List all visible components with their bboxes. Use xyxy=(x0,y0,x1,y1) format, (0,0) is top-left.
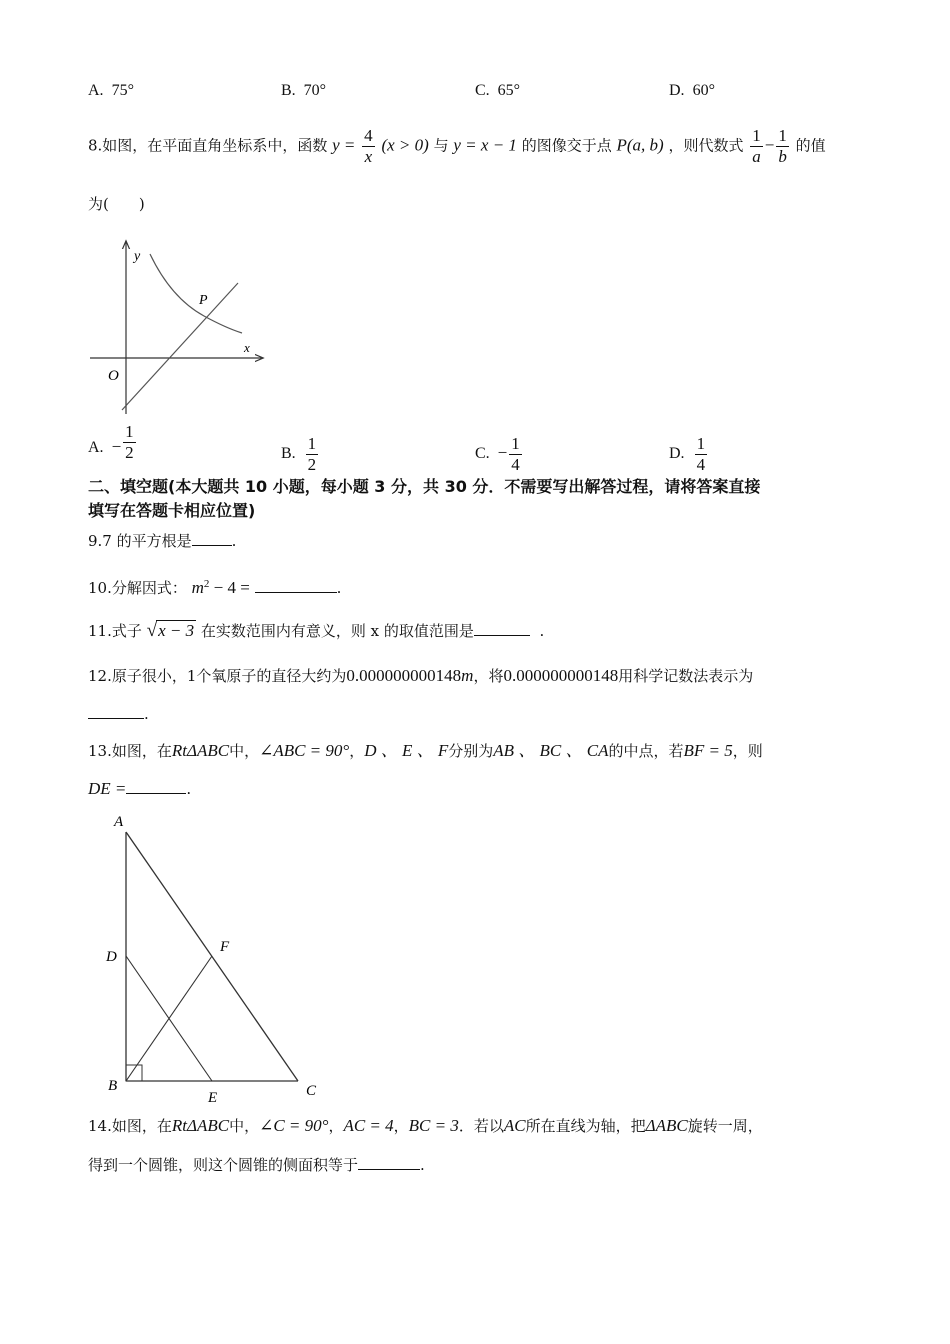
q8-line-y-equals-x-minus-1 xyxy=(122,283,238,410)
q11: 11.式子 √x − 3 在实数范围内有意义，则 x 的取值范围是 . xyxy=(88,620,545,641)
q8-option-c: C. − $\frac{1}{4}$ xyxy=(475,434,520,474)
q7-option-c: C. 65° xyxy=(475,82,521,99)
q13-label-d: D xyxy=(106,949,117,965)
q9-answer-blank[interactable] xyxy=(192,531,232,546)
q13-label-e: E xyxy=(208,1090,218,1106)
q7-option-b: B. 70° xyxy=(281,82,327,99)
q8-options xyxy=(88,422,888,474)
q12-line2: . xyxy=(88,704,149,724)
q13-line2: DE = . xyxy=(88,779,192,798)
q8-option-d: D. $\frac{1}{4}$ xyxy=(669,434,706,474)
section2-heading-line1: 二、填空题(本大题共 10 小题，每小题 3 分，共 30 分．不需要写出解答过程，请将答案直接 xyxy=(88,477,761,496)
q14-answer-blank[interactable] xyxy=(358,1155,420,1170)
q14-line2: 得到一个圆锥，则这个圆锥的侧面积等于 . xyxy=(88,1156,425,1174)
q13-label-f: F xyxy=(220,939,230,955)
q8-option-b: B. $\frac{1}{2}$ xyxy=(281,434,317,474)
q11-answer-blank[interactable] xyxy=(474,621,530,636)
q13-label-c: C xyxy=(306,1083,317,1099)
q14: 14.如图，在RtΔABC中，∠C = 90°，AC = 4，BC = 3．若以AC所在直线为轴，把ΔABC旋转一周， xyxy=(88,1116,763,1135)
q8-fraction-1-over-b: $\frac{1}{b}$ xyxy=(778,126,787,166)
q13-triangle-figure xyxy=(98,808,328,1108)
q10: 10.分解因式： $m^2 - 4$ = . xyxy=(88,578,342,597)
q13-label-a: A xyxy=(114,814,124,830)
q8-option-a: A. − $\frac{1}{2}$ xyxy=(88,422,134,462)
q8-label-p: P xyxy=(199,293,208,308)
q9: 9.7 的平方根是 . xyxy=(88,532,237,550)
q8-stem-line2: 为( ) xyxy=(88,195,145,213)
q7-option-a: A. 75° xyxy=(88,82,134,99)
q8-label-o: O xyxy=(108,368,119,384)
q12: 12.原子很小，1个氧原子的直径大约为0.000000000148m，将0.000000000148用科学记数法表示为 xyxy=(88,666,754,685)
q13-label-b: B xyxy=(108,1078,118,1094)
q8-stem: 8.如图，在平面直角坐标系中，函数 y = $\frac{4}{x}$ (x > 0) 与 y = x − 1 的图像交于点 P(a, b) ，则代数式 $\frac{1}{a}$ − $\frac{1}{b}$ 的值 xyxy=(88,126,826,166)
q8-label-x: x xyxy=(244,340,250,355)
q13-right-angle-mark xyxy=(126,1065,142,1081)
q7-option-d: D. 60° xyxy=(669,82,715,99)
q8-fraction-1-over-a: $\frac{1}{a}$ xyxy=(752,126,761,166)
q10-answer-blank[interactable] xyxy=(255,578,337,593)
q13: 13.如图，在RtΔABC中，∠ABC = 90°，D 、 E 、 F分别为AB 、 BC 、 CA的中点，若BF = 5，则 xyxy=(88,741,763,760)
q11-sqrt-sign: √ xyxy=(146,620,158,641)
q13-answer-blank[interactable] xyxy=(126,779,186,794)
q8-graph xyxy=(86,238,271,418)
section2-heading-line2: 填写在答题卡相应位置) xyxy=(88,501,256,520)
q7-options xyxy=(88,82,888,104)
q8-fraction-4-over-x: $\frac{4}{x}$ xyxy=(364,126,373,166)
q12-answer-blank[interactable] xyxy=(88,704,144,719)
q11-radicand: x − 3 xyxy=(158,621,195,640)
q8-label-y: y xyxy=(134,249,141,264)
